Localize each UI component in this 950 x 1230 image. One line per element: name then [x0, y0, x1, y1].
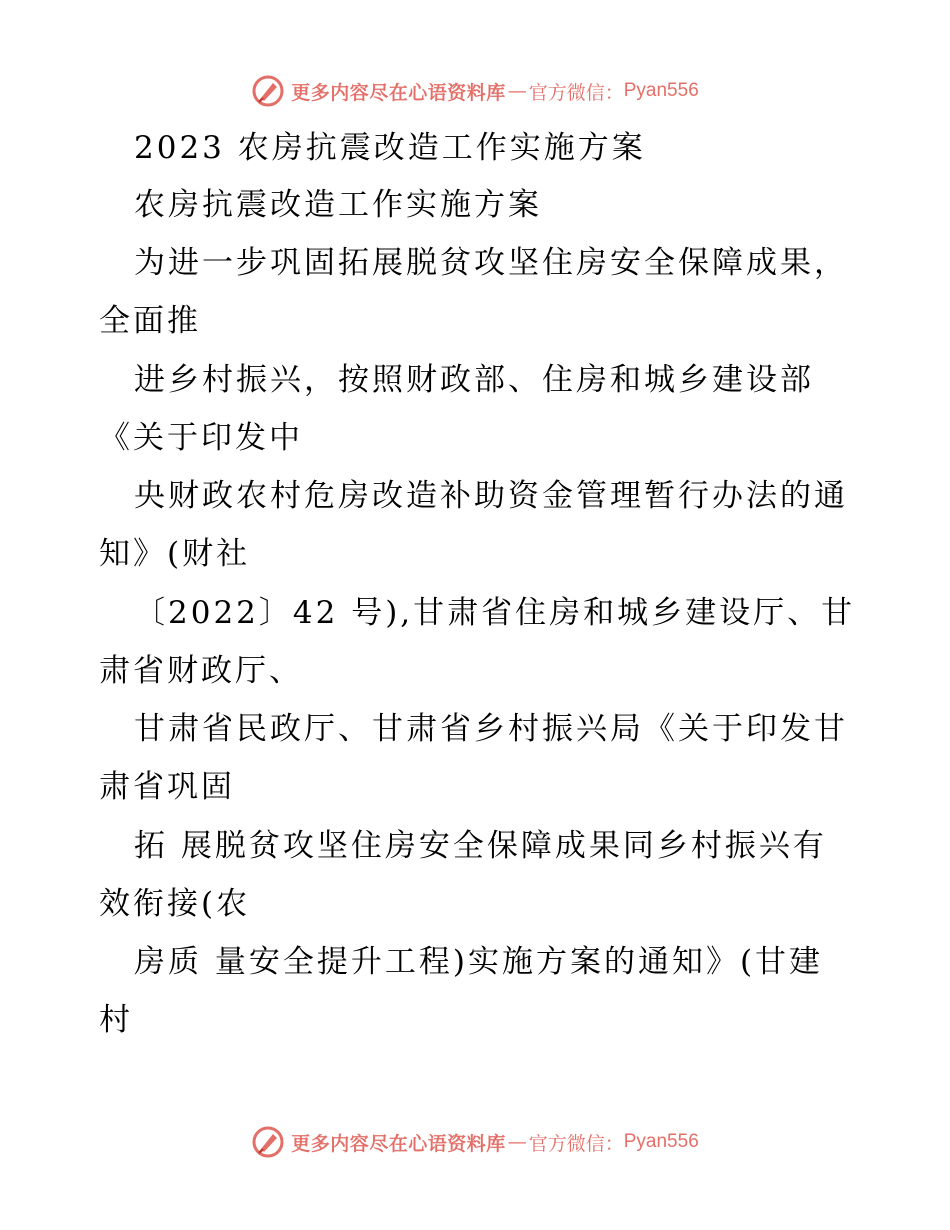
watermark-wechat-id: Pyan556 — [623, 1131, 699, 1152]
paragraph-line: 进乡村振兴，按照财政部、住房和城乡建设部 — [134, 362, 814, 398]
watermark-banner-bottom — [0, 1122, 950, 1162]
pen-nib-logo-icon — [251, 1125, 285, 1159]
paragraph-line: 央财政农村危房改造补助资金管理暂行办法的通 — [134, 478, 848, 514]
watermark-wechat-label: 官方微信： — [528, 1132, 624, 1155]
paragraph-line: 肃省财政厅、 — [99, 653, 303, 689]
watermark-wechat-label: 官方微信： — [528, 81, 624, 104]
paragraph-line: 《关于印发中 — [99, 420, 303, 456]
paragraph-line: 知》(财社 — [99, 536, 251, 572]
document-title: 2023 农房抗震改造工作实施方案 — [134, 130, 646, 166]
paragraph-line: 肃省巩固 — [99, 769, 235, 805]
paragraph-line: 拓 展脱贫攻坚住房安全保障成果同乡村振兴有 — [134, 828, 827, 864]
paragraph-line: 甘肃省民政厅、甘肃省乡村振兴局《关于印发甘 — [134, 711, 848, 747]
paragraph-line: 村 — [99, 1002, 133, 1038]
paragraph-line: 全面推 — [99, 303, 201, 339]
watermark-separator: — — [507, 80, 527, 102]
pen-nib-logo-icon — [251, 74, 285, 108]
paragraph-line: 房质 量安全提升工程)实施方案的通知》(甘建 — [134, 944, 824, 980]
watermark-brand-text: 更多内容尽在心语资料库 — [291, 1132, 506, 1155]
paragraph-line: 为进一步巩固拓展脱贫攻坚住房安全保障成果， — [134, 245, 848, 281]
watermark-banner-top — [0, 71, 950, 111]
watermark-wechat-id: Pyan556 — [623, 80, 699, 101]
watermark-brand-text: 更多内容尽在心语资料库 — [291, 81, 506, 104]
watermark-separator: — — [507, 1131, 527, 1153]
paragraph-line: 〔2022〕42 号),甘肃省住房和城乡建设厅、甘 — [134, 595, 856, 631]
paragraph-line: 效衔接(农 — [99, 886, 251, 922]
document-subtitle: 农房抗震改造工作实施方案 — [134, 187, 542, 223]
